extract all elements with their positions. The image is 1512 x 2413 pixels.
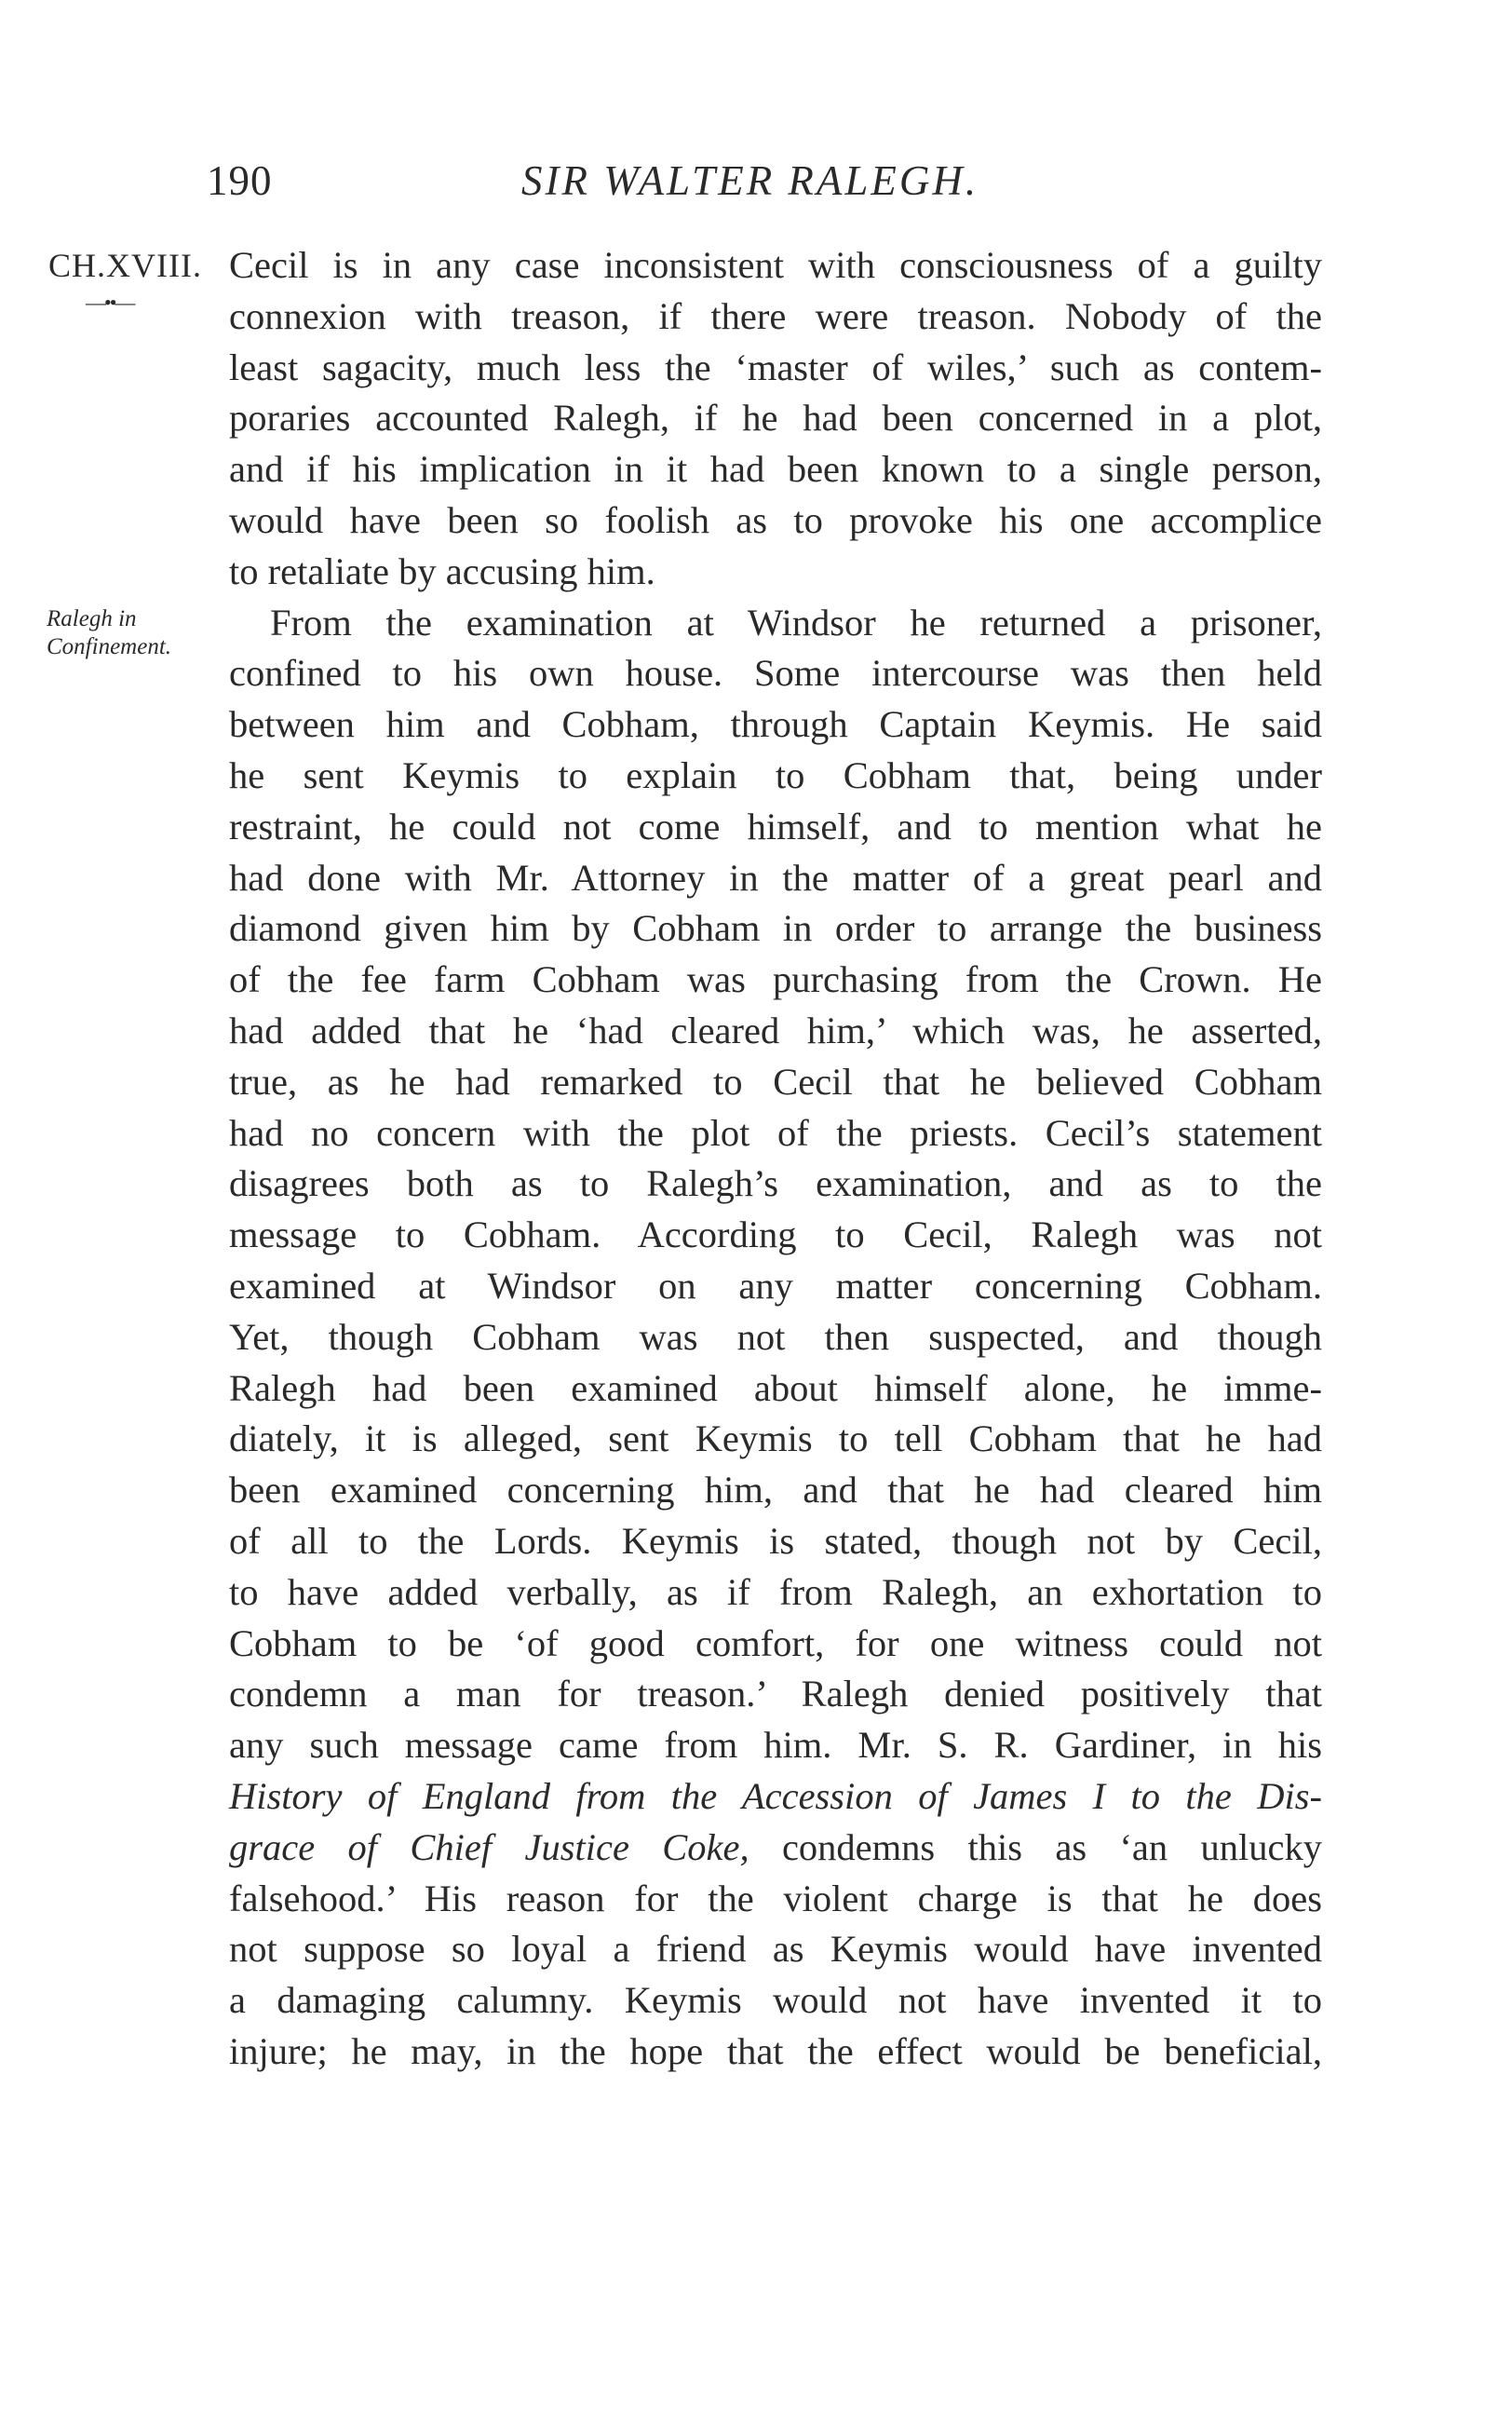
text-line: message to Cobham. According to Cecil, Ralegh was not bbox=[229, 1213, 1322, 1256]
chapter-ornament: —••— bbox=[86, 291, 134, 314]
body-text bbox=[229, 240, 1322, 2078]
text-line: had added that he ‘had cleared him,’ which was, he asserted, bbox=[229, 1009, 1322, 1051]
side-note bbox=[47, 605, 223, 661]
text-line: examined at Windsor on any matter concerning Cobham. bbox=[229, 1264, 1322, 1307]
book-title-fragment: grace of Chief Justice Coke, bbox=[229, 1825, 749, 1868]
page-number: 190 bbox=[207, 157, 273, 204]
text-line: had done with Mr. Attorney in the matter of a great pearl and bbox=[229, 856, 1322, 899]
text-line: diamond given him by Cobham in order to arrange the business bbox=[229, 907, 1322, 950]
text-line: Yet, though Cobham was not then suspected, and though bbox=[229, 1315, 1322, 1358]
text-line: Cecil is in any case inconsistent with consciousness of a guilty bbox=[229, 244, 1322, 286]
text-line: From the examination at Windsor he returned a prisoner, bbox=[270, 601, 1322, 644]
text-line: of all to the Lords. Keymis is stated, though not by Cecil, bbox=[229, 1519, 1322, 1562]
text-line: connexion with treason, if there were treason. Nobody of the bbox=[229, 294, 1322, 337]
running-title: SIR WALTER RALEGH. bbox=[521, 157, 979, 204]
text-line: between him and Cobham, through Captain Keymis. He said bbox=[229, 703, 1322, 746]
text-line: injure; he may, in the hope that the effect would be beneficial, bbox=[229, 2029, 1322, 2072]
text-line: confined to his own house. Some intercourse was then held bbox=[229, 652, 1322, 695]
text-line-mixed bbox=[229, 1823, 1322, 1874]
text-line: would have been so foolish as to provoke his one accomplice bbox=[229, 498, 1322, 541]
text-line: he sent Keymis to explain to Cobham that, being under bbox=[229, 753, 1322, 796]
text-line: of the fee farm Cobham was purchasing from the Crown. He bbox=[229, 958, 1322, 1001]
text-line: disagrees both as to Ralegh’s examination, and as to the bbox=[229, 1162, 1322, 1205]
text-line: not suppose so loyal a friend as Keymis would have invented bbox=[229, 1928, 1322, 1971]
text-line: restraint, he could not come himself, and to mention what he bbox=[229, 805, 1322, 847]
text-line: a damaging calumny. Keymis would not have invented it to bbox=[229, 1979, 1322, 2022]
text-line: had no concern with the plot of the priests. Cecil’s statement bbox=[229, 1111, 1322, 1154]
chapter-label: CH.XVIII. bbox=[48, 247, 202, 284]
text-line: to retaliate by accusing him. bbox=[229, 549, 655, 592]
text-line: to have added verbally, as if from Ralegh, an exhortation to bbox=[229, 1570, 1322, 1613]
text-line: and if his implication in it had been known to a single person, bbox=[229, 448, 1322, 491]
text-line: condemn a man for treason.’ Ralegh denied positively that bbox=[229, 1673, 1322, 1715]
text-line: falsehood.’ His reason for the violent charge is that he does bbox=[229, 1877, 1322, 1919]
text-line: Ralegh had been examined about himself alone, he imme- bbox=[229, 1366, 1322, 1409]
text-line: least sagacity, much less the ‘master of wiles,’ such as contem- bbox=[229, 346, 1322, 388]
text-line: poraries accounted Ralegh, if he had been concerned in a plot, bbox=[229, 397, 1322, 440]
side-note-line: Confinement. bbox=[47, 634, 172, 659]
text-line: true, as he had remarked to Cecil that he believed Cobham bbox=[229, 1060, 1322, 1103]
text-line-italic: History of England from the Accession of James I to the Dis- bbox=[229, 1774, 1322, 1817]
text-line: any such message came from him. Mr. S. R. Gardiner, in his bbox=[229, 1724, 1322, 1767]
text-line: diately, it is alleged, sent Keymis to tell Cobham that he had bbox=[229, 1417, 1322, 1460]
text-line: been examined concerning him, and that he had cleared him bbox=[229, 1469, 1322, 1512]
text-fragment: condemns this as ‘an unlucky bbox=[749, 1825, 1322, 1868]
text-line: Cobham to be ‘of good comfort, for one witness could not bbox=[229, 1621, 1322, 1664]
running-head bbox=[0, 156, 1512, 212]
side-note-line: Ralegh in bbox=[47, 606, 137, 631]
